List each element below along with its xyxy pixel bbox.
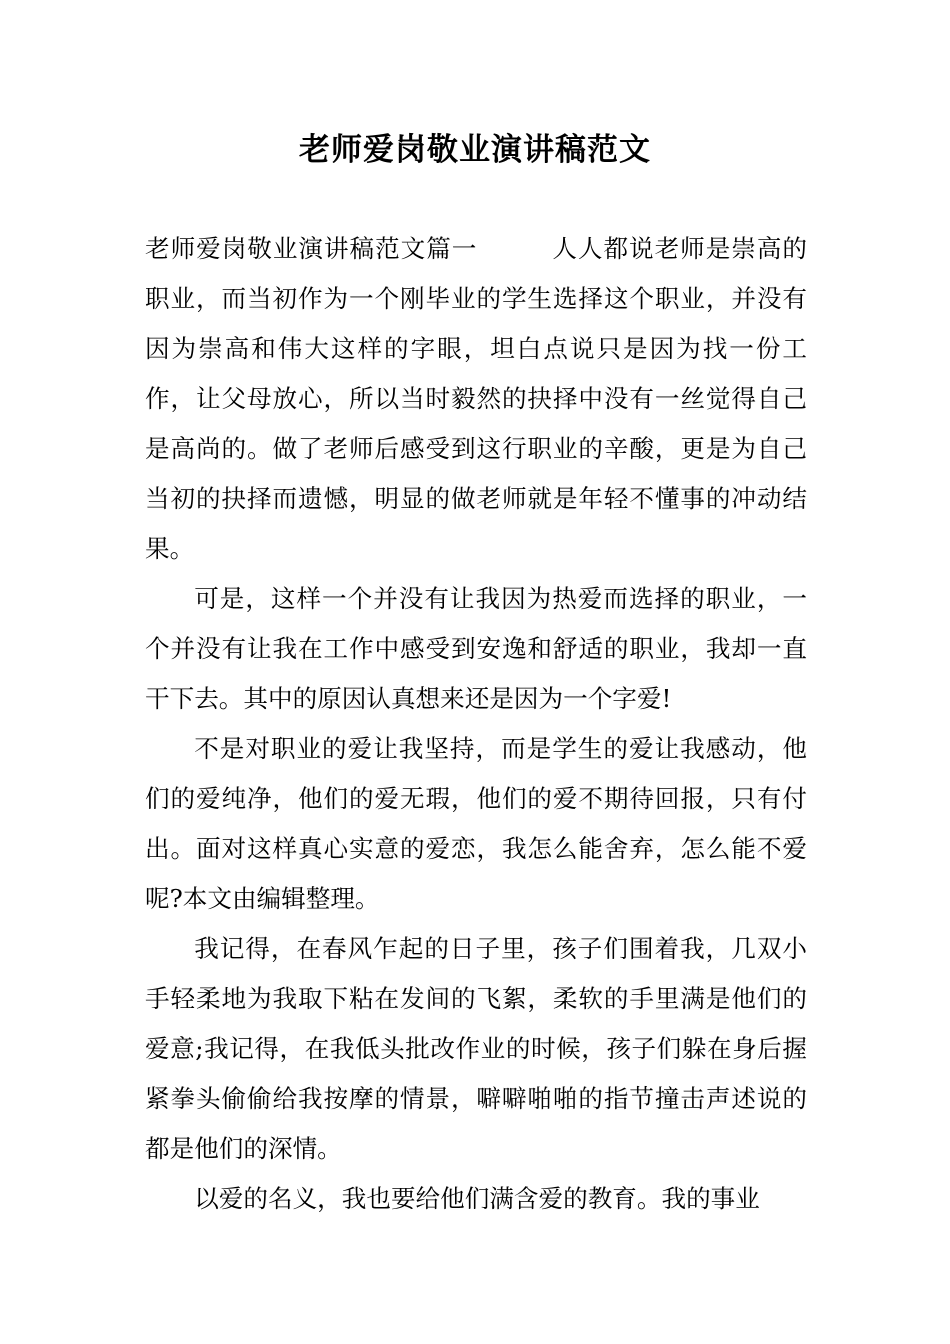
paragraph-1 <box>145 224 807 574</box>
paragraph-2: 可是，这样一个并没有让我因为热爱而选择的职业，一个并没有让我在工作中感受到安逸和舒适的职业，我却一直干下去。其中的原因认真想来还是因为一个字爱! <box>145 584 807 713</box>
paragraph-5: 以爱的名义，我也要给他们满含爱的教育。我的事业 <box>194 1184 760 1213</box>
section-heading: 老师爱岗敬业演讲稿范文篇一 <box>145 234 478 263</box>
paragraph-4: 我记得，在春风乍起的日子里，孩子们围着我，几双小手轻柔地为我取下粘在发间的飞絮，柔软的手里满是他们的爱意;我记得，在我低头批改作业的时候，孩子们躲在身后握紧拳头偷偷给我按摩的情景，噼噼啪啪的指节撞击声述说的都是他们的深情。 <box>145 934 807 1163</box>
document-body <box>145 224 807 1224</box>
paragraph-3: 不是对职业的爱让我坚持，而是学生的爱让我感动，他们的爱纯净，他们的爱无瑕，他们的爱不期待回报，只有付出。面对这样真心实意的爱恋，我怎么能舍弃，怎么能不爱呢?本文由编辑整理。 <box>145 734 807 913</box>
document-title: 老师爱岗敬业演讲稿范文 <box>299 132 651 168</box>
paragraph-1-text: 人人都说老师是崇高的职业，而当初作为一个刚毕业的学生选择这个职业，并没有因为崇高和伟大这样的字眼，坦白点说只是因为找一份工作，让父母放心，所以当时毅然的抉择中没有一丝觉得自己是高尚的。做了老师后感受到这行职业的辛酸，更是为自己当初的抉择而遗憾，明显的做老师就是年轻不懂事的冲动结果。 <box>145 234 807 563</box>
